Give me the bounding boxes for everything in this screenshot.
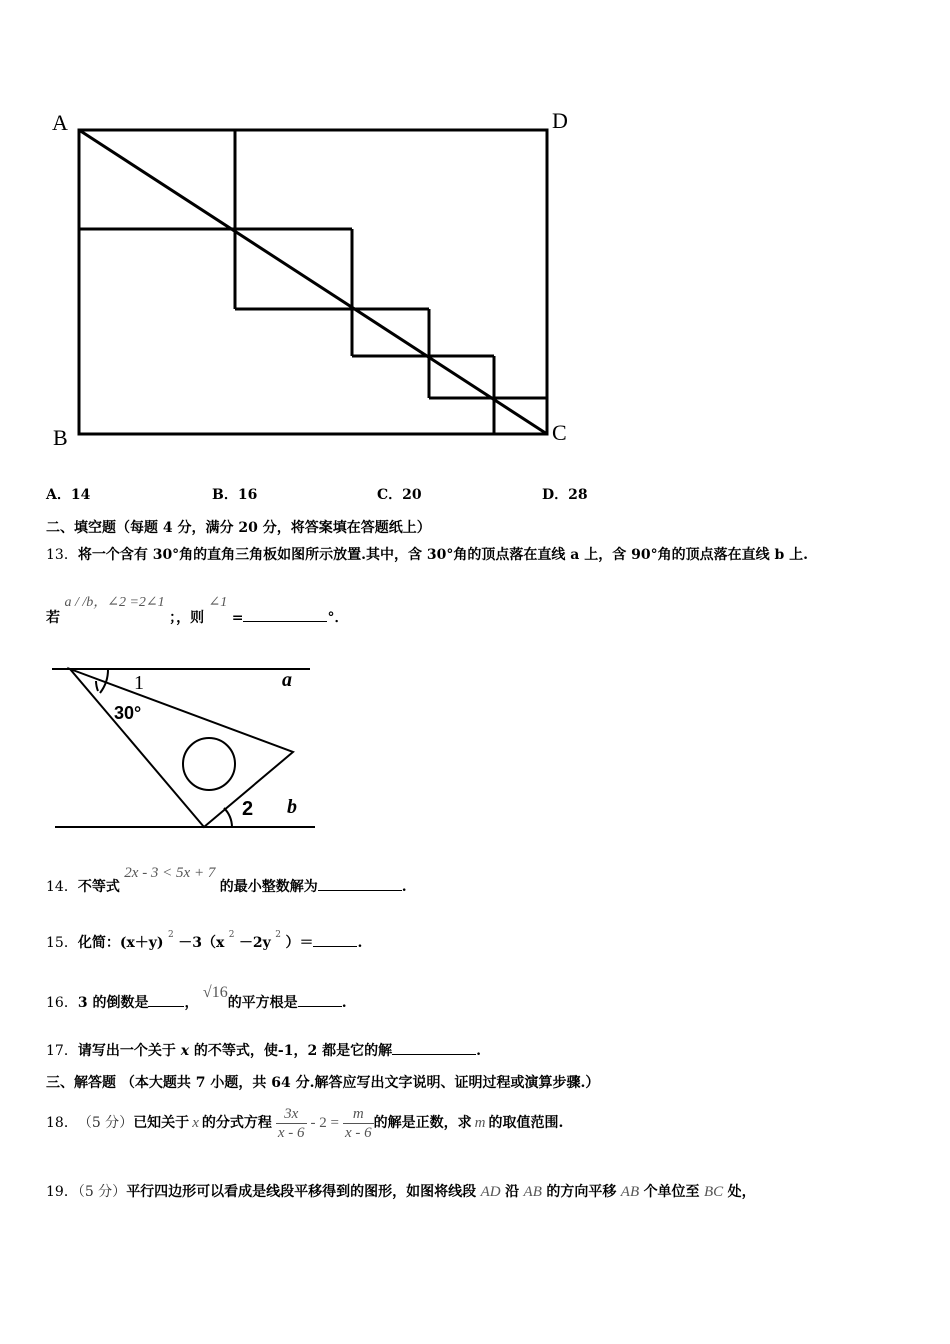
angle-30-label: 30°: [114, 703, 142, 723]
option-c[interactable]: C．20: [377, 487, 422, 503]
angle-30-arc: [96, 681, 98, 691]
label-a: A: [52, 110, 68, 135]
triangle-hole: [183, 738, 235, 790]
question-13-condition: 若 a / /b，∠2 =2∠1 ；，则 ∠1 = °．: [46, 595, 349, 626]
angle-2-arc: [224, 808, 232, 827]
line-a-label: a: [282, 669, 292, 691]
option-b[interactable]: B．16: [212, 487, 258, 503]
option-a[interactable]: A．14: [46, 487, 91, 503]
rectangle-staircase-figure: [40, 100, 600, 460]
triangle-parallel-lines-figure: [50, 660, 320, 835]
label-b: B: [53, 425, 68, 450]
fraction-3x-over-x-6: $\frac{3x}{x - 6}$: [277, 1105, 305, 1141]
question-16: 16．3 的倒数是 ， √16的平方根是 .: [46, 984, 347, 1011]
answer-blank-17[interactable]: [392, 1040, 476, 1055]
question-19: 19．（5 分）平行四边形可以看成是线段平移得到的图形，如图将线段 AD 沿 AB 的方向平移 AB 个单位至 BC 处，: [46, 1184, 756, 1200]
answer-blank-16a[interactable]: [148, 992, 184, 1007]
option-d[interactable]: D．28: [542, 487, 588, 503]
label-d: D: [552, 108, 568, 133]
angle-1-label: 1: [134, 672, 144, 694]
sqrt-16: √16: [202, 984, 228, 1001]
question-18: 18． （5 分） 已知关于 x 的分式方程 $\frac{3x}{x - 6}$ - 2 = $\frac{m}{x - 6}$ 的解是正数，求 m 的取值范围.: [46, 1105, 564, 1141]
line-b-label: b: [287, 796, 297, 818]
answer-blank-15[interactable]: [313, 932, 357, 947]
question-15: 15．化简：(x＋y) 2 －3（x 2 －2y 2 ）＝ .: [46, 930, 363, 951]
angle-2-label: 2: [242, 798, 254, 820]
triangle-plate: [70, 669, 293, 827]
question-13: 13．将一个含有 30°角的直角三角板如图所示放置.其中，含 30°角的顶点落在直线 a 上，含 90°角的顶点落在直线 b 上.: [46, 547, 808, 563]
section-2-heading: 二、填空题（每题 4 分，满分 20 分，将答案填在答题纸上）: [46, 520, 431, 536]
label-c: C: [552, 420, 567, 445]
fraction-m-over-x-6: $\frac{m}{x - 6}$: [344, 1105, 372, 1141]
question-14: 14．不等式 2x - 3 < 5x + 7 的最小整数解为 .: [46, 865, 407, 895]
answer-blank-16b[interactable]: [298, 992, 342, 1007]
section-3-heading: 三、解答题 （本大题共 7 小题，共 64 分.解答应写出文字说明、证明过程或演算步骤.）: [46, 1075, 600, 1091]
answer-blank-13[interactable]: [243, 607, 327, 622]
answer-blank-14[interactable]: [318, 876, 402, 891]
diagonal-ac: [79, 130, 547, 434]
question-17: 17．请写出一个关于 x 的不等式，使-1，2 都是它的解 .: [46, 1040, 481, 1060]
